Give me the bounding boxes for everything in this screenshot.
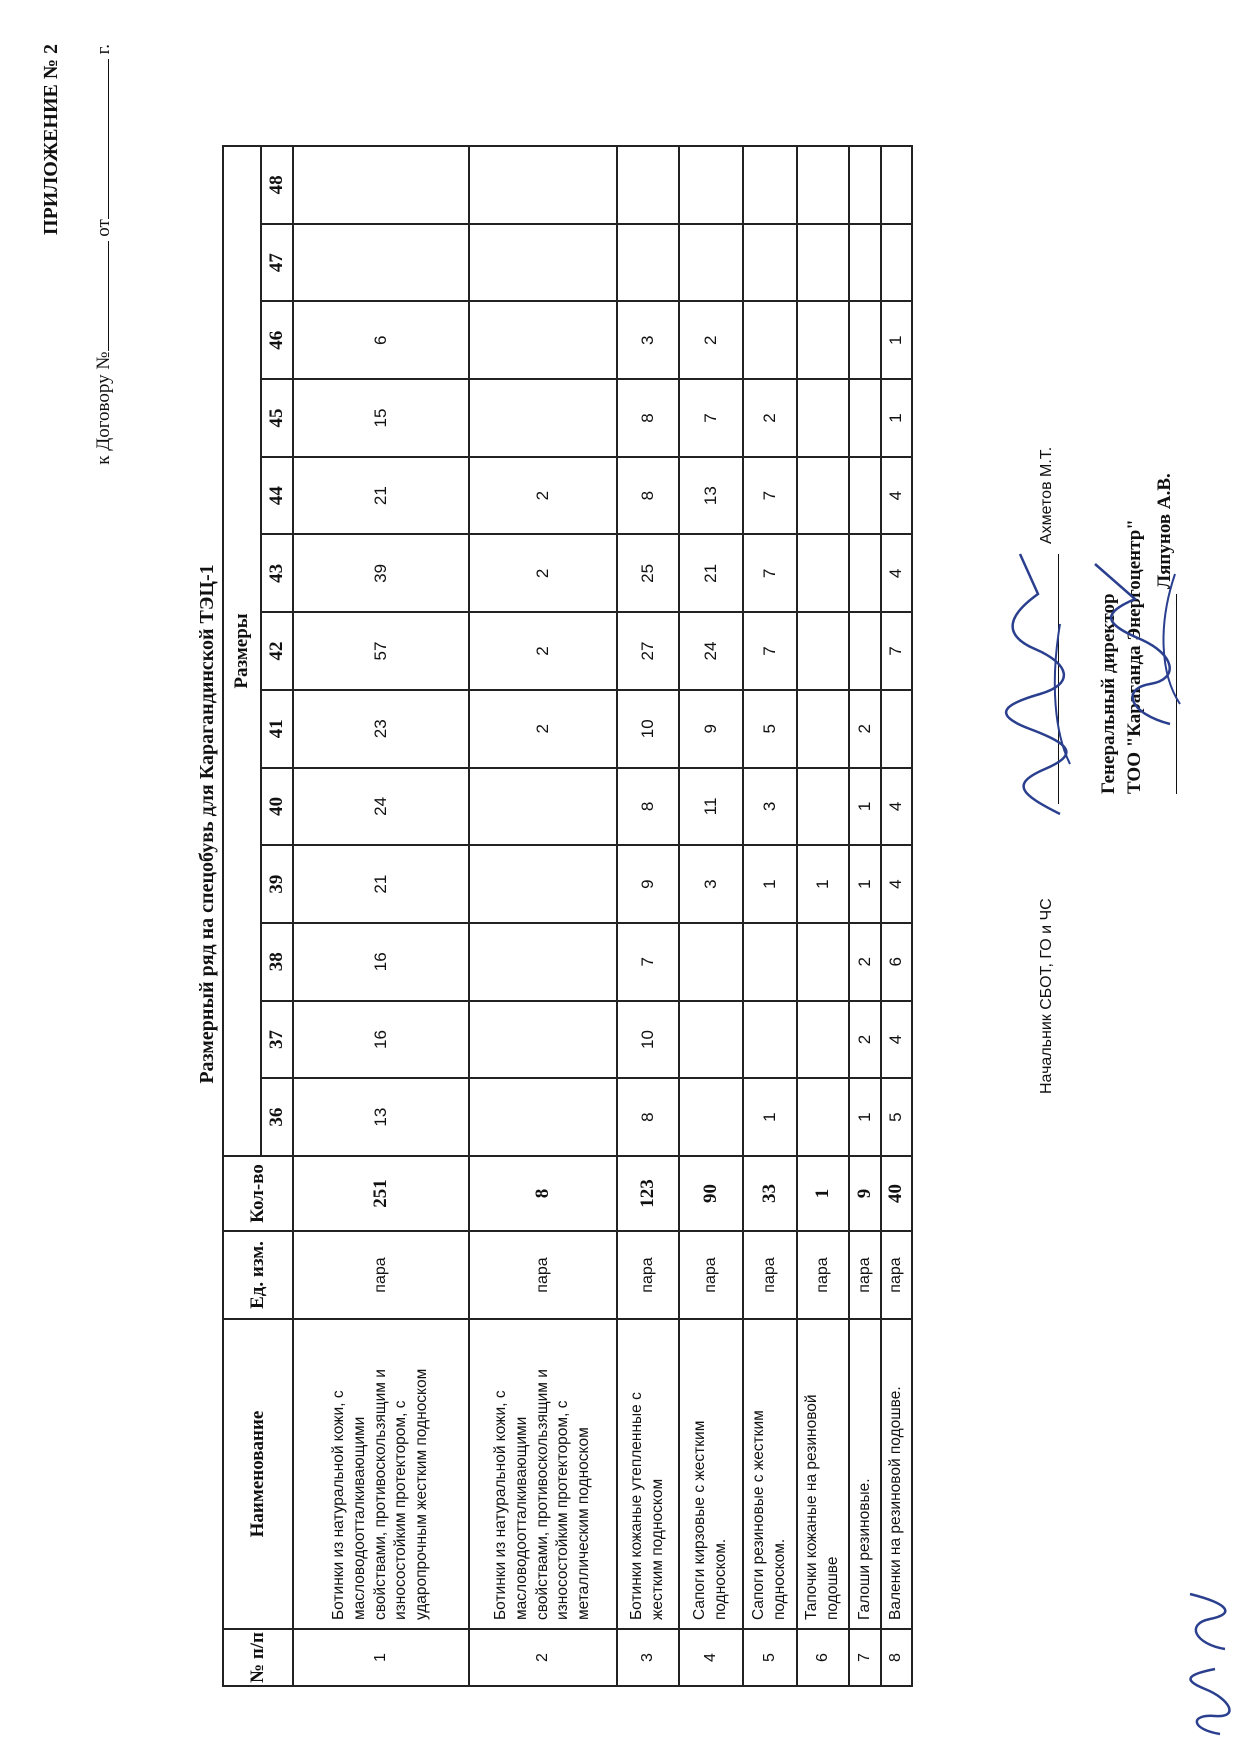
year-suffix: г. — [93, 44, 114, 55]
date-prefix: от — [93, 219, 114, 237]
size-count-43: 2 — [469, 535, 617, 613]
size-header-44: 44 — [261, 457, 293, 535]
size-header-48: 48 — [261, 146, 293, 224]
size-count-47 — [881, 224, 912, 302]
size-count-37 — [679, 1001, 743, 1079]
item-name-line: свойствами, противоскользящим и — [371, 1369, 389, 1620]
size-count-36: 8 — [617, 1078, 679, 1156]
size-count-44: 7 — [743, 457, 797, 535]
size-count-46 — [469, 301, 617, 379]
size-count-37: 2 — [849, 1001, 881, 1079]
size-count-38 — [743, 923, 797, 1001]
item-name-line: масловодоотталкивающими — [350, 1416, 368, 1620]
size-header-41: 41 — [261, 690, 293, 768]
size-count-45: 8 — [617, 379, 679, 457]
size-count-42: 7 — [743, 612, 797, 690]
size-count-45: 7 — [679, 379, 743, 457]
size-count-46 — [849, 301, 881, 379]
row-number: 3 — [617, 1629, 679, 1686]
row-number: 2 — [469, 1629, 617, 1686]
size-count-47 — [797, 224, 849, 302]
item-quantity: 8 — [469, 1156, 617, 1231]
item-name — [679, 1319, 743, 1629]
item-name-line: подноском. — [712, 1538, 729, 1620]
size-header-46: 46 — [261, 301, 293, 379]
size-count-42: 27 — [617, 612, 679, 690]
size-count-42: 24 — [679, 612, 743, 690]
size-count-41: 9 — [679, 690, 743, 768]
size-header-43: 43 — [261, 535, 293, 613]
size-count-42: 57 — [293, 612, 469, 690]
item-quantity: 90 — [679, 1156, 743, 1231]
size-count-42 — [797, 612, 849, 690]
item-name-line: Ботинки из натуральной кожи, с — [491, 1390, 509, 1620]
size-count-48 — [679, 146, 743, 224]
size-count-39: 1 — [797, 845, 849, 923]
item-name-line: масловодоотталкивающими — [512, 1416, 530, 1620]
size-count-38 — [679, 923, 743, 1001]
right-signatory-title: Генеральный директор — [1098, 593, 1119, 794]
size-count-39: 9 — [617, 845, 679, 923]
size-count-44 — [849, 457, 881, 535]
size-count-37: 4 — [881, 1001, 912, 1079]
item-name-line: жестким подноском — [649, 1478, 666, 1620]
size-count-43: 7 — [743, 535, 797, 613]
size-count-39: 21 — [293, 845, 469, 923]
size-count-48 — [469, 146, 617, 224]
col-header-name: Наименование — [223, 1319, 293, 1629]
size-header-37: 37 — [261, 1001, 293, 1079]
right-signatory-name: Ляпунов А.В. — [1154, 473, 1175, 589]
table-row — [743, 146, 797, 1686]
left-signatory-title: Начальник СБОТ, ГО и ЧС — [1038, 898, 1055, 1094]
size-count-36 — [469, 1078, 617, 1156]
size-count-45 — [469, 379, 617, 457]
table-row — [293, 146, 469, 1686]
size-header-42: 42 — [261, 612, 293, 690]
size-count-47 — [679, 224, 743, 302]
item-name-line: металлическим подноском — [575, 1427, 593, 1620]
size-count-42: 7 — [881, 612, 912, 690]
table-row — [849, 146, 881, 1686]
size-count-43 — [797, 535, 849, 613]
item-name — [849, 1319, 881, 1629]
row-number: 4 — [679, 1629, 743, 1686]
size-count-36: 13 — [293, 1078, 469, 1156]
item-quantity: 123 — [617, 1156, 679, 1231]
size-header-47: 47 — [261, 224, 293, 302]
size-count-40: 8 — [617, 768, 679, 846]
size-count-38: 7 — [617, 923, 679, 1001]
size-count-39: 1 — [743, 845, 797, 923]
col-header-number: № п/п — [223, 1629, 293, 1686]
size-count-36: 1 — [849, 1078, 881, 1156]
table-title: Размерный ряд на спецобувь для Карагандинской ТЭЦ-1 — [196, 564, 218, 1084]
size-count-48 — [743, 146, 797, 224]
size-count-43: 4 — [881, 535, 912, 613]
size-count-41 — [881, 690, 912, 768]
size-header-36: 36 — [261, 1078, 293, 1156]
size-count-43: 21 — [679, 535, 743, 613]
item-name — [617, 1319, 679, 1629]
size-count-47 — [617, 224, 679, 302]
item-quantity: 33 — [743, 1156, 797, 1231]
date-blank — [92, 59, 109, 219]
size-count-47 — [849, 224, 881, 302]
col-header-quantity: Кол-во — [223, 1156, 293, 1231]
size-count-38 — [469, 923, 617, 1001]
size-count-44: 21 — [293, 457, 469, 535]
size-count-43: 39 — [293, 535, 469, 613]
item-quantity: 40 — [881, 1156, 912, 1231]
size-count-46 — [743, 301, 797, 379]
contract-reference — [92, 44, 115, 524]
size-count-36: 1 — [743, 1078, 797, 1156]
item-name-line: Тапочки кожаные на резиновой — [803, 1394, 821, 1620]
row-number: 7 — [849, 1629, 881, 1686]
item-name — [293, 1319, 469, 1629]
size-count-45: 2 — [743, 379, 797, 457]
size-count-39: 4 — [881, 845, 912, 923]
size-count-47 — [743, 224, 797, 302]
item-unit: пара — [849, 1231, 881, 1319]
size-count-47 — [293, 224, 469, 302]
row-number: 5 — [743, 1629, 797, 1686]
size-count-38: 16 — [293, 923, 469, 1001]
size-count-43 — [849, 535, 881, 613]
size-count-43: 25 — [617, 535, 679, 613]
size-count-41: 2 — [469, 690, 617, 768]
size-count-45: 1 — [881, 379, 912, 457]
size-count-48 — [617, 146, 679, 224]
size-count-47 — [469, 224, 617, 302]
row-number: 6 — [797, 1629, 849, 1686]
right-signatory-organization: ТОО "Караганда Энергоцентр" — [1124, 519, 1145, 794]
size-count-41: 23 — [293, 690, 469, 768]
contract-prefix: к Договору № — [93, 351, 114, 465]
row-number: 1 — [293, 1629, 469, 1686]
item-name-line: Ботинки кожаные утепленные с — [628, 1392, 646, 1620]
table-row — [679, 146, 743, 1686]
item-name-line: ударопрочным жестким подноском — [413, 1368, 431, 1620]
size-count-40: 4 — [881, 768, 912, 846]
size-count-44: 13 — [679, 457, 743, 535]
size-count-39 — [469, 845, 617, 923]
size-count-44 — [797, 457, 849, 535]
size-count-45 — [849, 379, 881, 457]
size-count-44: 4 — [881, 457, 912, 535]
size-count-48 — [881, 146, 912, 224]
table-row — [797, 146, 849, 1686]
handwritten-initials — [1180, 1584, 1240, 1744]
item-name-line: износостойким протектором, с — [392, 1400, 410, 1620]
size-count-37 — [743, 1001, 797, 1079]
size-count-36: 5 — [881, 1078, 912, 1156]
item-name-line: подошве — [824, 1556, 841, 1620]
appendix-title: ПРИЛОЖЕНИЕ № 2 — [40, 44, 62, 235]
item-unit: пара — [881, 1231, 912, 1319]
table-row — [881, 146, 912, 1686]
contract-number-blank — [92, 241, 109, 351]
row-number: 8 — [881, 1629, 912, 1686]
size-header-45: 45 — [261, 379, 293, 457]
size-count-36 — [679, 1078, 743, 1156]
size-count-38: 6 — [881, 923, 912, 1001]
size-count-40: 1 — [849, 768, 881, 846]
size-count-40: 24 — [293, 768, 469, 846]
size-count-45: 15 — [293, 379, 469, 457]
size-count-37 — [469, 1001, 617, 1079]
item-quantity: 9 — [849, 1156, 881, 1231]
item-unit: пара — [797, 1231, 849, 1319]
item-name-line: Сапоги резиновые с жестким — [750, 1410, 768, 1620]
size-count-48 — [849, 146, 881, 224]
handwritten-signature-right — [1080, 554, 1190, 734]
size-count-40 — [469, 768, 617, 846]
size-count-41: 5 — [743, 690, 797, 768]
col-header-sizes: Размеры — [223, 146, 261, 1156]
size-count-37: 16 — [293, 1001, 469, 1079]
size-count-48 — [293, 146, 469, 224]
size-count-46 — [797, 301, 849, 379]
size-count-40: 11 — [679, 768, 743, 846]
item-name-line: Валенки на резиновой подошве. — [887, 1386, 904, 1620]
item-unit: пара — [469, 1231, 617, 1319]
size-header-39: 39 — [261, 845, 293, 923]
size-count-40 — [797, 768, 849, 846]
size-count-41 — [797, 690, 849, 768]
size-count-38: 2 — [849, 923, 881, 1001]
item-name — [743, 1319, 797, 1629]
left-signatory-name: Ахметов М.Т. — [1038, 446, 1055, 544]
table-body — [293, 146, 912, 1686]
table-row — [617, 146, 679, 1686]
item-name-line: подноском. — [771, 1538, 788, 1620]
item-name-line: износостойким протектором, с — [554, 1400, 572, 1620]
size-count-42: 2 — [469, 612, 617, 690]
size-count-36 — [797, 1078, 849, 1156]
handwritten-signature-left — [1000, 544, 1080, 824]
size-count-39: 1 — [849, 845, 881, 923]
item-quantity: 251 — [293, 1156, 469, 1231]
sizes-table — [222, 145, 913, 1687]
size-header-38: 38 — [261, 923, 293, 1001]
item-name-line: свойствами, противоскользящим и — [533, 1369, 551, 1620]
size-count-46: 6 — [293, 301, 469, 379]
item-name-line: Ботинки из натуральной кожи, с — [329, 1390, 347, 1620]
size-count-45 — [797, 379, 849, 457]
table-row — [469, 146, 617, 1686]
item-unit: пара — [617, 1231, 679, 1319]
size-count-42 — [849, 612, 881, 690]
size-header-40: 40 — [261, 768, 293, 846]
size-count-38 — [797, 923, 849, 1001]
size-count-41: 2 — [849, 690, 881, 768]
item-quantity: 1 — [797, 1156, 849, 1231]
size-count-44: 2 — [469, 457, 617, 535]
size-count-46: 3 — [617, 301, 679, 379]
size-count-46: 1 — [881, 301, 912, 379]
item-name — [469, 1319, 617, 1629]
size-count-40: 3 — [743, 768, 797, 846]
size-count-37: 10 — [617, 1001, 679, 1079]
item-unit: пара — [293, 1231, 469, 1319]
item-name — [881, 1319, 912, 1629]
item-name — [797, 1319, 849, 1629]
size-count-48 — [797, 146, 849, 224]
size-count-41: 10 — [617, 690, 679, 768]
col-header-unit: Ед. изм. — [223, 1231, 293, 1319]
item-unit: пара — [743, 1231, 797, 1319]
size-count-39: 3 — [679, 845, 743, 923]
item-name-line: Сапоги кирзовые с жестким — [691, 1420, 709, 1620]
item-name-line: Галоши резиновые. — [855, 1478, 873, 1620]
size-count-37 — [797, 1001, 849, 1079]
size-count-46: 2 — [679, 301, 743, 379]
size-count-44: 8 — [617, 457, 679, 535]
item-unit: пара — [679, 1231, 743, 1319]
